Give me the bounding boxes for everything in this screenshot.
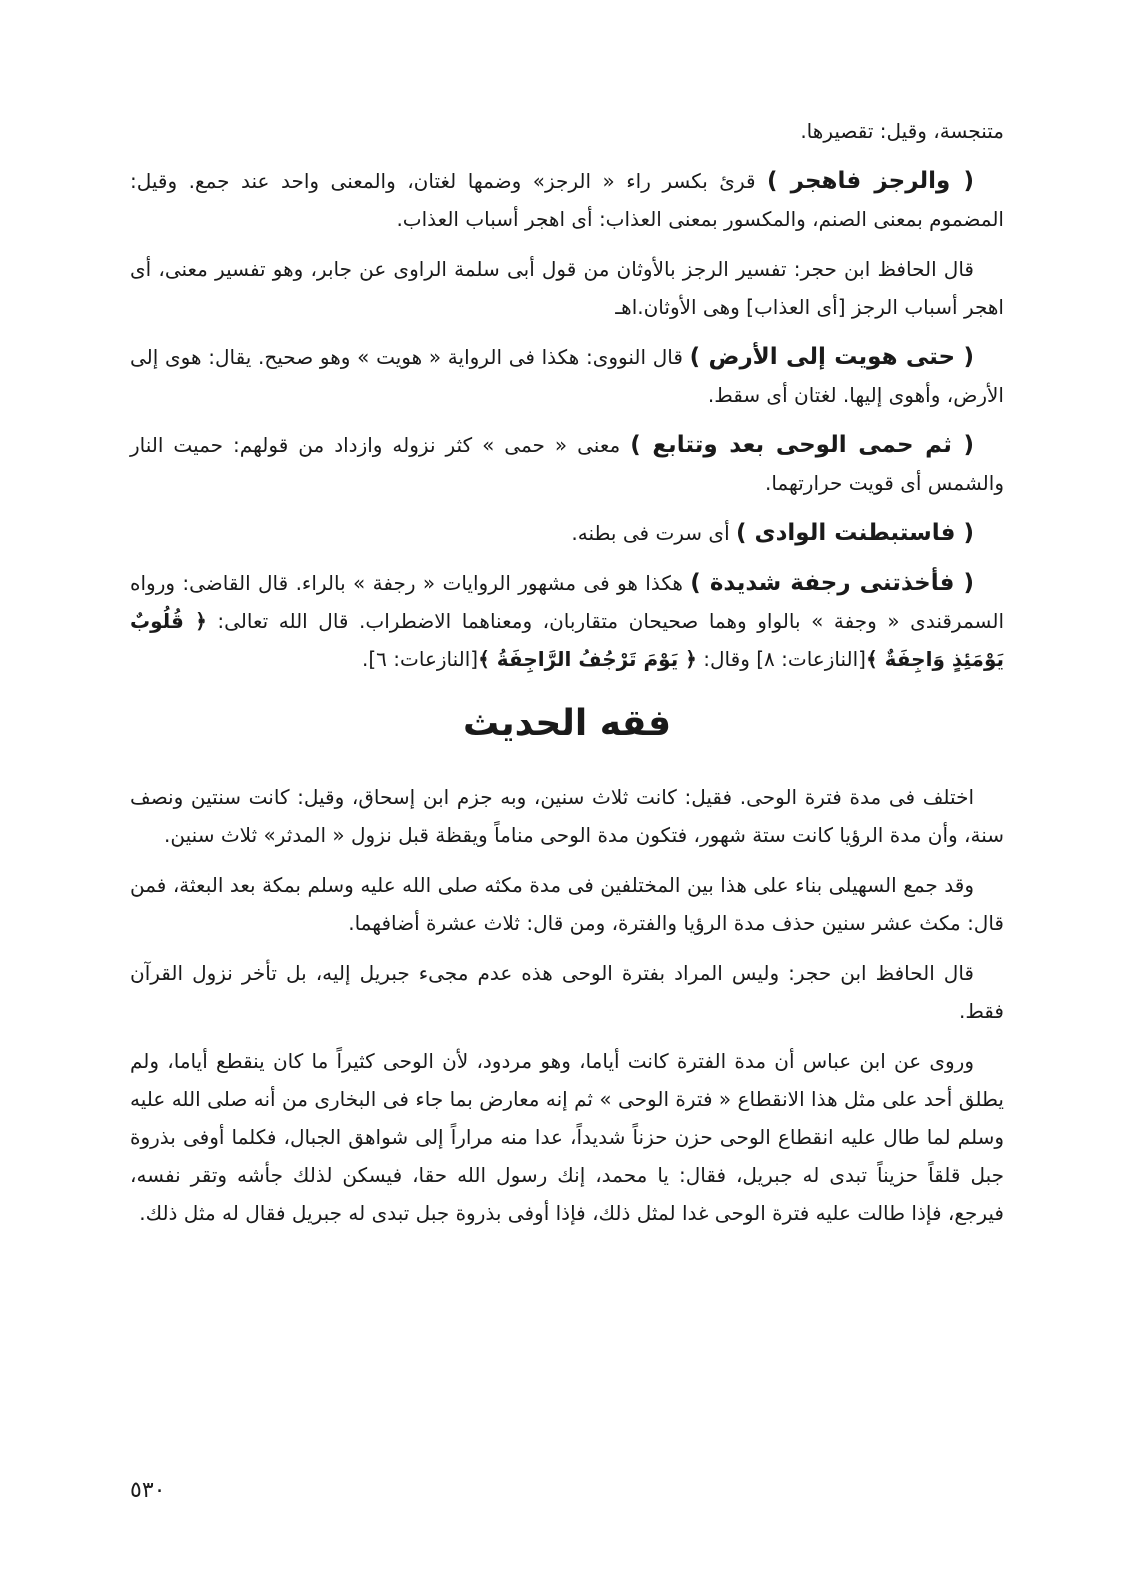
section-title: فقه الحديث <box>462 703 672 744</box>
commentary-entry-6 <box>130 564 1004 678</box>
entry-heading: ( فأخذتنى رجفة شديدة ) <box>690 570 974 596</box>
fiqh-paragraph-3: قال الحافظ ابن حجر: وليس المراد بفترة الوحى هذه عدم مجىء جبريل إليه، بل تأخر نزول القرآن فقط. <box>130 961 1004 1023</box>
commentary-entry-5 <box>130 514 1004 552</box>
page-body <box>130 112 1004 1575</box>
entry-heading: ( ثم حمى الوحى بعد وتتابع ) <box>630 432 974 458</box>
entry-body: قال النووى: هكذا فى الرواية « هويت » وهو صحيح. يقال: هوى إلى الأرض، وأهوى إليها. لغتان أى سقط. <box>130 345 1004 407</box>
commentary-entry-3 <box>130 338 1004 414</box>
entry-body-part-3: [النازعات: ٦]. <box>362 647 479 671</box>
entry-body: معنى « حمى » كثر نزوله وازداد من قولهم: حميت النار والشمس أى قويت حرارتهما. <box>130 433 1004 495</box>
quran-verse-2: ﴿ يَوْمَ تَرْجُفُ الرَّاجِفَةُ ﴾ <box>478 647 697 671</box>
commentary-line-0 <box>130 112 1004 150</box>
entry-heading: ( حتى هويت إلى الأرض ) <box>689 344 974 370</box>
entry-heading: ( فاستبطنت الوادى ) <box>736 520 974 546</box>
quran-verse-1: ﴿ قُلُوبٌ يَوْمَئِذٍ وَاجِفَةٌ ﴾ <box>130 609 1004 671</box>
commentary-entry-1 <box>130 162 1004 238</box>
fiqh-paragraph-1: اختلف فى مدة فترة الوحى. فقيل: كانت ثلاث سنين، وبه جزم ابن إسحاق، وقيل: كانت سنتين ونصف سنة، وأن مدة الرؤيا كانت ستة شهور، فتكون مدة الوحى مناماً ويقظة قبل نزول « المدثر» ثلاث سنين. <box>130 785 1004 847</box>
fiqh-paragraph-4: وروى عن ابن عباس أن مدة الفترة كانت أياما، وهو مردود، لأن الوحى كثيراً ما كان ينقطع أياما، ولم يطلق أحد على مثل هذا الانقطاع « فترة الوحى » ثم إنه معارض بما جاء فى البخارى من أنه صلى الله عليه وسلم لما طال عليه انقطاع الوحى حزن حزناً شديداً، عدا منه مراراً إلى شواهق الجبال، فكلما أوفى بذروة جبل قلقاً حزيناً تبدى له جبريل، فقال: يا محمد، إنك رسول الله حقا، فيسكن لذلك جأشه وتقر نفسه، فيرجع، فإذا طالت عليه فترة الوحى غدا لمثل ذلك، فإذا أوفى بذروة جبل تبدى له جبريل فقال له مثل ذلك. <box>130 1049 1004 1225</box>
fiqh-paragraph-2: وقد جمع السهيلى بناء على هذا بين المختلفين فى مدة مكثه صلى الله عليه وسلم بمكة بعد البعثة، فمن قال: مكث عشر سنين حذف مدة الرؤيا والفترة، ومن قال: ثلاث عشرة أضافهما. <box>130 873 1004 935</box>
commentary-body-0: متنجسة، وقيل: تقصيرها. <box>800 119 1004 143</box>
entry-body: أى سرت فى بطنه. <box>571 521 736 545</box>
entry-body: قرئ بكسر راء « الرجز» وضمها لغتان، والمعنى واحد عند جمع. وقيل: المضموم بمعنى الصنم، والمكسور بمعنى العذاب: أى اهجر أسباب العذاب. <box>130 169 1004 231</box>
entry-body-part-1: هكذا هو فى مشهور الروايات « رجفة » بالراء. قال القاضى: ورواه السمرقندى « وجفة » بالواو وهما صحيحان متقاربان، ومعناهما الاضطراب. قال الله تعالى: <box>130 571 1005 633</box>
entry-heading: ( والرجز فاهجر ) <box>767 168 974 194</box>
entry-body-part-2: [النازعات: ٨] وقال: <box>696 647 866 671</box>
page-number: ٥٣٠ <box>130 1478 166 1503</box>
commentary-entry-4 <box>130 426 1004 502</box>
entry-body: قال الحافظ ابن حجر: تفسير الرجز بالأوثان من قول أبى سلمة الراوى عن جابر، وهو تفسير معنى، أى اهجر أسباب الرجز [أى العذاب] وهى الأوثان.اهـ <box>130 257 1004 319</box>
commentary-entry-2 <box>130 250 1004 326</box>
